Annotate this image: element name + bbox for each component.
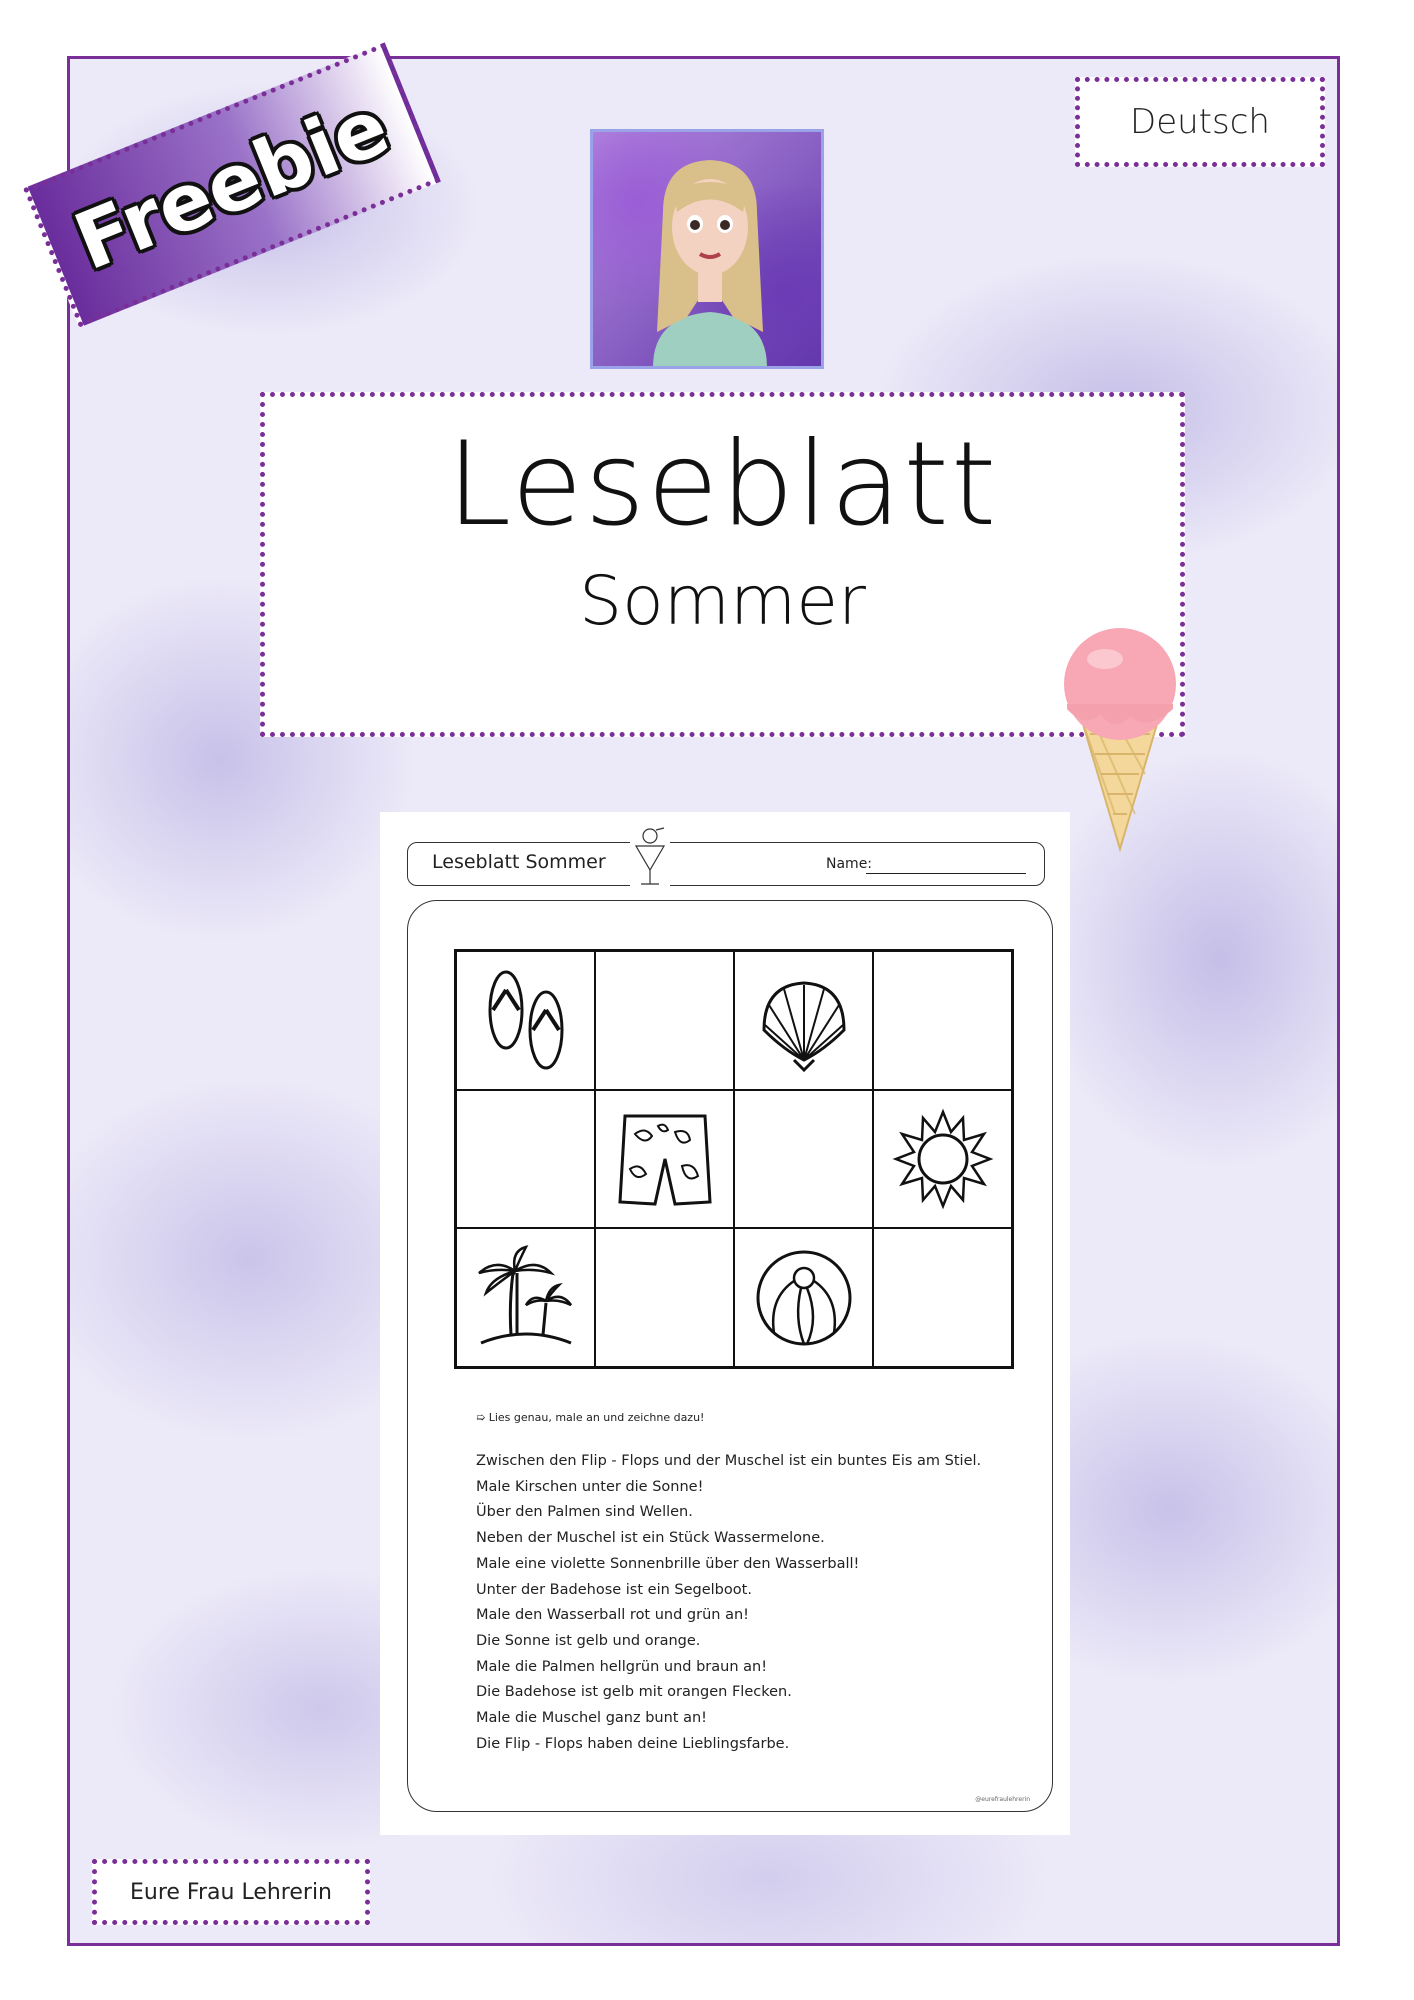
sentence: Über den Palmen sind Wellen. <box>476 1504 693 1521</box>
sentence: Male Kirschen unter die Sonne! <box>476 1478 704 1495</box>
grid-cell <box>595 1228 734 1367</box>
instruction-text: ➯ Lies genau, male an und zeichne dazu! <box>476 1411 705 1424</box>
freebie-text: Freebie <box>63 81 401 289</box>
grid-cell <box>873 1228 1012 1367</box>
name-line <box>866 873 1026 874</box>
grid-cell <box>456 1090 595 1229</box>
worksheet-title: Leseblatt Sommer <box>432 851 606 873</box>
sentence: Neben der Muschel ist ein Stück Wassermelone. <box>476 1530 825 1547</box>
sentence: Die Sonne ist gelb und orange. <box>476 1632 701 1649</box>
grid-cell <box>456 1228 595 1367</box>
teacher-avatar <box>590 129 824 369</box>
page-title: Leseblatt <box>446 417 999 552</box>
shell-icon <box>749 965 859 1075</box>
grid-cell <box>595 951 734 1090</box>
sentence: Zwischen den Flip - Flops und der Muschel ist ein buntes Eis am Stiel. <box>476 1453 982 1469</box>
swim-shorts-icon <box>610 1104 720 1214</box>
grid-cell <box>873 951 1012 1090</box>
palm-trees-icon <box>471 1243 581 1353</box>
ice-cream-icon <box>1055 614 1185 854</box>
sentence: Male den Wasserball rot und grün an! <box>476 1607 749 1624</box>
grid-cell <box>456 951 595 1090</box>
reading-sentences <box>476 1449 981 1757</box>
page-subtitle: Sommer <box>578 562 867 641</box>
page-frame <box>67 56 1340 1946</box>
sentence: Unter der Badehose ist ein Segelboot. <box>476 1581 752 1598</box>
flip-flops-icon <box>471 965 581 1075</box>
grid-cell <box>734 1228 873 1367</box>
sentence: Die Flip - Flops haben deine Lieblingsfarbe. <box>476 1735 790 1752</box>
sentence: Die Badehose ist gelb mit orangen Flecken. <box>476 1684 792 1701</box>
name-label: Name: <box>826 856 873 872</box>
copyright-text: @eurefraulehrerin <box>975 1796 1030 1803</box>
worksheet-preview <box>380 812 1070 1835</box>
subject-label: Deutsch <box>1075 77 1325 167</box>
beach-ball-icon <box>749 1243 859 1353</box>
cocktail-glass-icon <box>630 826 670 890</box>
sun-icon <box>888 1104 998 1214</box>
grid-cell <box>734 951 873 1090</box>
picture-grid <box>454 949 1014 1369</box>
title-box <box>260 392 1185 737</box>
sentence: Male eine violette Sonnenbrille über den Wasserball! <box>476 1555 860 1572</box>
worksheet-header <box>407 842 1045 886</box>
grid-cell <box>873 1090 1012 1229</box>
sentence: Male die Muschel ganz bunt an! <box>476 1710 707 1727</box>
worksheet-body <box>407 900 1053 1812</box>
avatar-illustration <box>593 132 824 369</box>
sentence: Male die Palmen hellgrün und braun an! <box>476 1658 768 1675</box>
grid-cell <box>734 1090 873 1229</box>
grid-cell <box>595 1090 734 1229</box>
author-label: Eure Frau Lehrerin <box>92 1859 370 1925</box>
